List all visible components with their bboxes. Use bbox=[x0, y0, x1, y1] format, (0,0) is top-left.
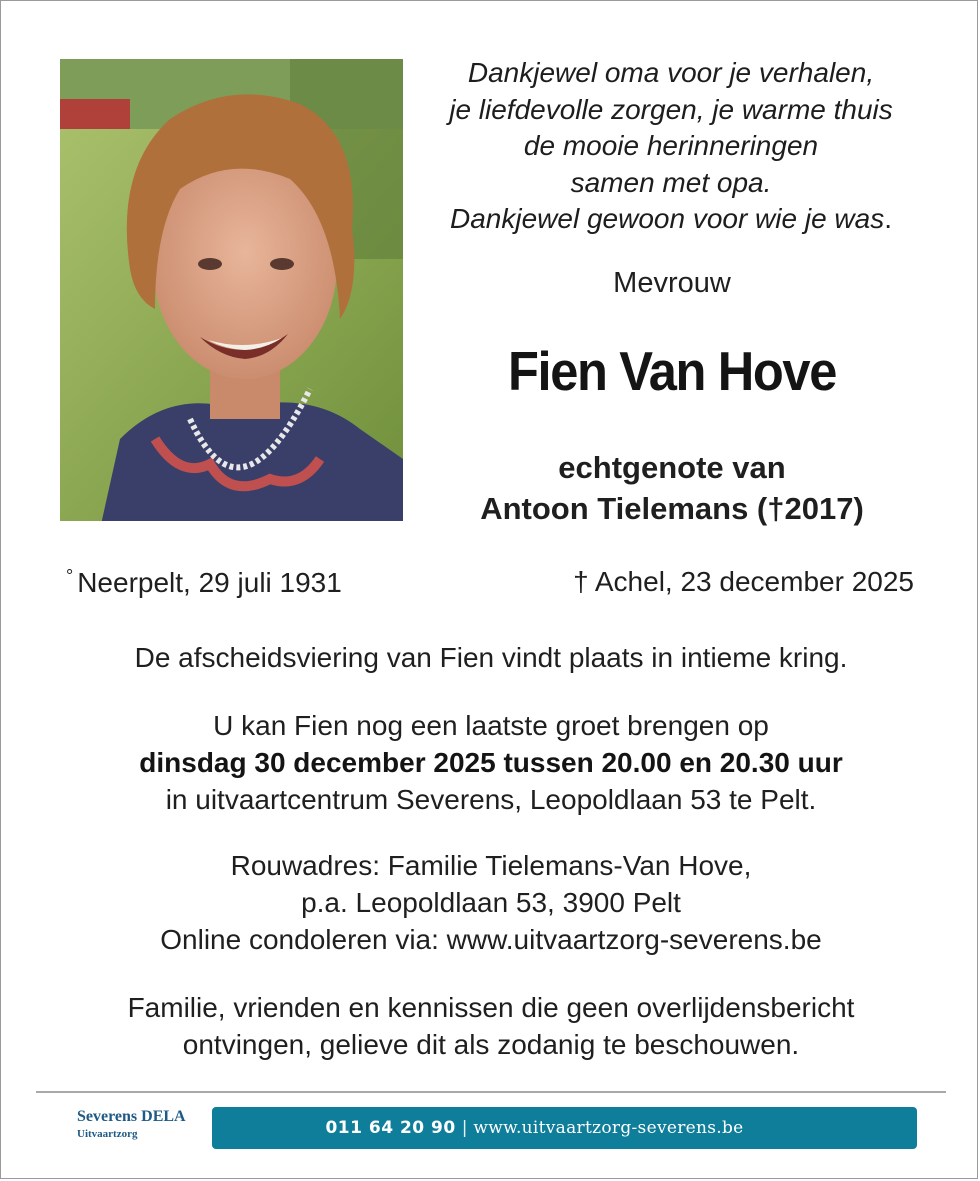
contact-separator: | bbox=[461, 1118, 468, 1138]
poem-final-punctuation: . bbox=[884, 203, 892, 234]
birth-mark: ° bbox=[66, 566, 74, 586]
condolence-line: Online condoleren via: www.uitvaartzorg-severens.be bbox=[160, 924, 822, 955]
phone-number[interactable]: 011 64 20 90 bbox=[325, 1118, 456, 1138]
footer-divider bbox=[36, 1091, 946, 1093]
visitation-line: U kan Fien nog een laatste groet brengen op bbox=[213, 710, 769, 741]
birth-info bbox=[66, 566, 342, 599]
address-text bbox=[41, 847, 941, 958]
notice-line: ontvingen, gelieve dit als zodanig te beschouwen. bbox=[182, 1029, 800, 1060]
poem bbox=[411, 55, 931, 238]
poem-line: samen met opa. bbox=[570, 166, 772, 198]
portrait-photo bbox=[60, 59, 403, 521]
death-info: † Achel, 23 december 2025 bbox=[573, 566, 914, 597]
address-line: Rouwadres: Familie Tielemans-Van Hove, bbox=[230, 850, 752, 881]
deceased-name: Fien Van Hove bbox=[508, 340, 836, 402]
website-link[interactable]: www.uitvaartzorg-severens.be bbox=[473, 1118, 744, 1138]
visitation-location: in uitvaartcentrum Severens, Leopoldlaan 53 te Pelt. bbox=[165, 784, 817, 815]
contact-bar bbox=[212, 1107, 917, 1149]
poem-line-last bbox=[411, 201, 931, 238]
ceremony-line: De afscheidsviering van Fien vindt plaats in intieme kring. bbox=[134, 642, 848, 673]
notice-text bbox=[41, 989, 941, 1063]
funeral-home-logo bbox=[77, 1108, 217, 1140]
birth-text: Neerpelt, 29 juli 1931 bbox=[77, 567, 342, 598]
visitation-text bbox=[41, 707, 941, 818]
address-line: p.a. Leopoldlaan 53, 3900 Pelt bbox=[301, 887, 681, 918]
poem-line-text: Dankjewel gewoon voor wie je was bbox=[450, 203, 885, 234]
logo-subtitle: Uitvaartzorg bbox=[77, 1128, 138, 1140]
spouse-name: Antoon Tielemans (†2017) bbox=[480, 491, 864, 526]
title-prefix: Mevrouw bbox=[613, 267, 731, 299]
poem-line: je liefdevolle zorgen, je warme thuis bbox=[449, 93, 893, 125]
logo-brand: Severens DELA bbox=[77, 1108, 186, 1125]
poem-line: de mooie herinneringen bbox=[523, 130, 819, 161]
poem-line: Dankjewel oma voor je verhalen, bbox=[467, 57, 875, 88]
spouse-relation: echtgenote van bbox=[558, 450, 786, 485]
visitation-datetime: dinsdag 30 december 2025 tussen 20.00 en 20.30 uur bbox=[139, 747, 843, 778]
ceremony-text bbox=[41, 639, 941, 676]
notice-line: Familie, vrienden en kennissen die geen overlijdensbericht bbox=[127, 992, 855, 1023]
